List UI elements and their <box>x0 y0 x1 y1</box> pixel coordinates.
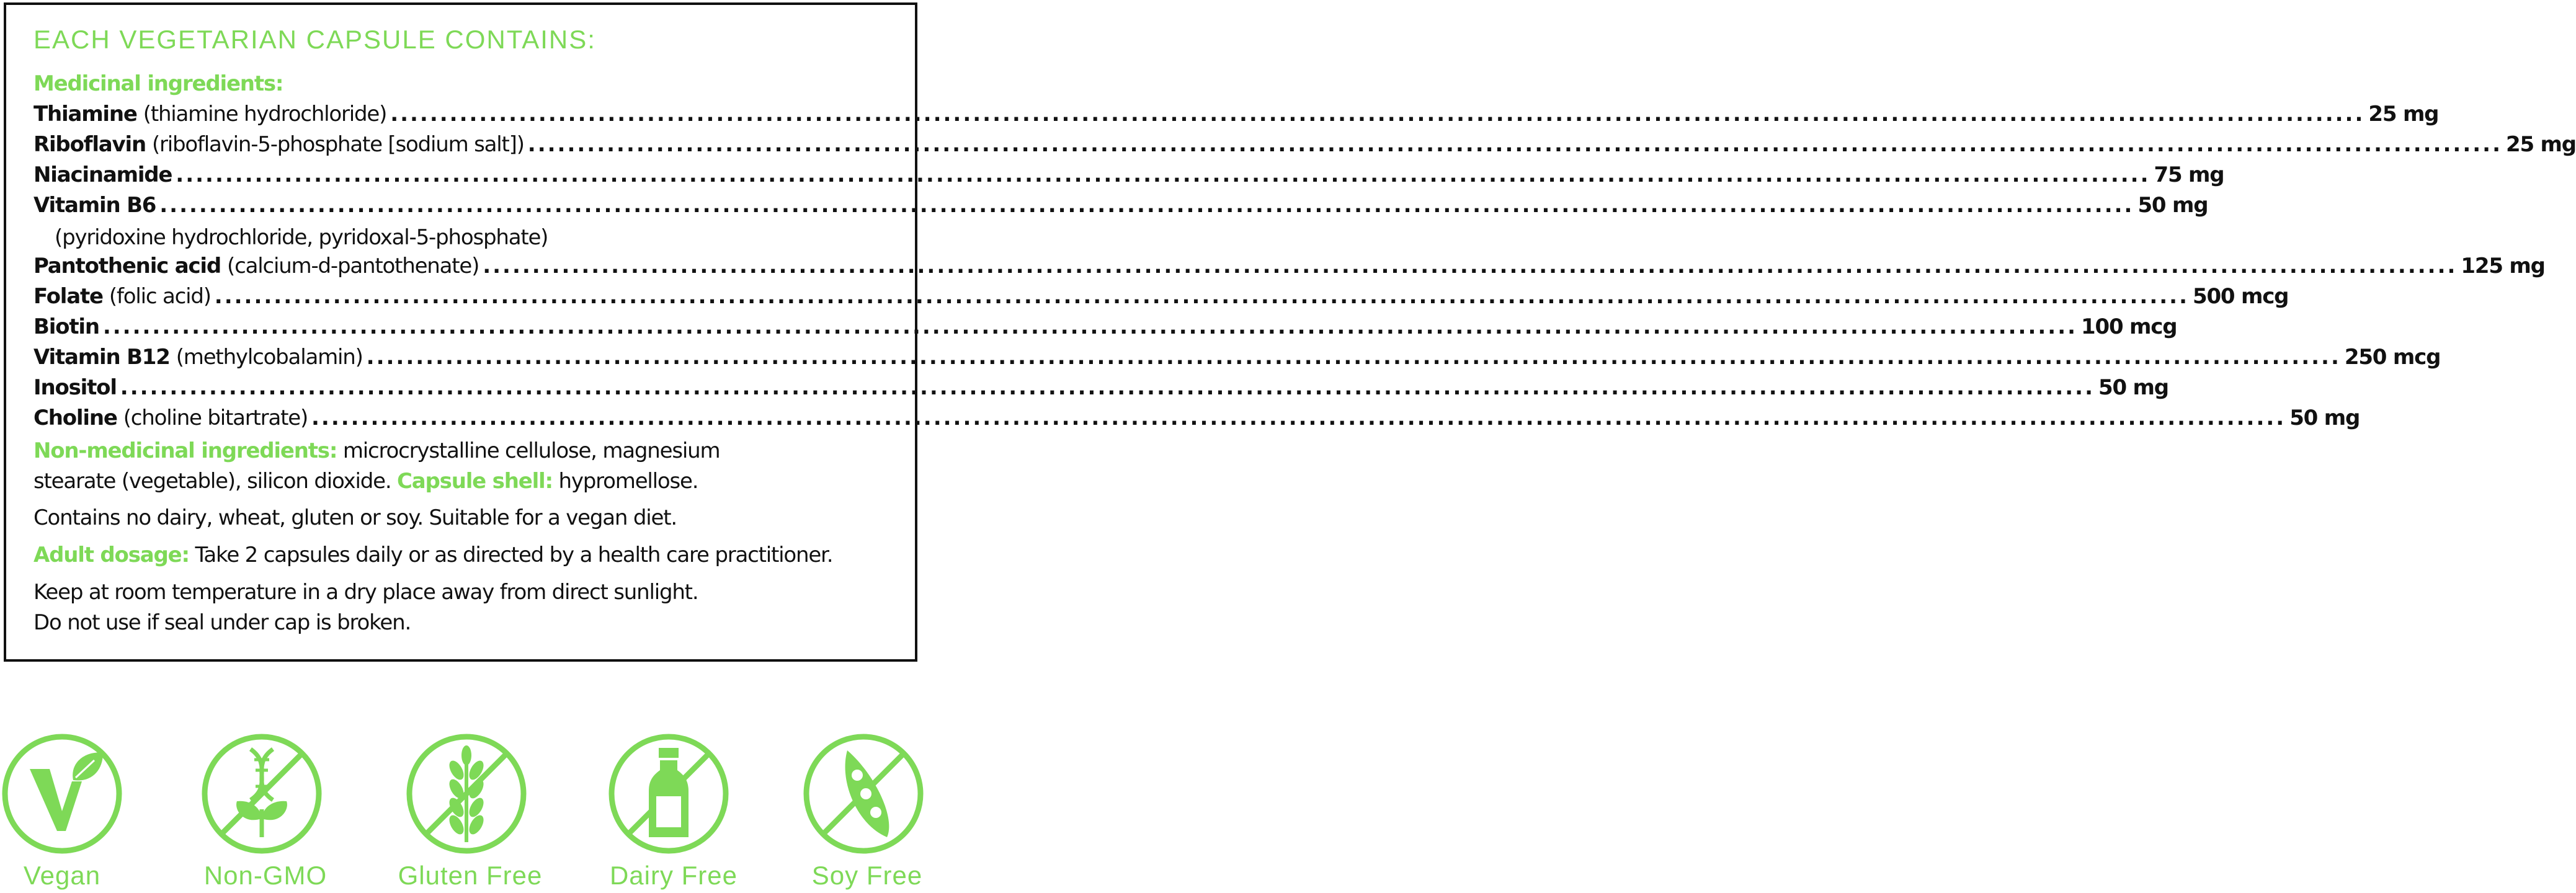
ingredient-amount: 125 mg <box>2461 254 2545 278</box>
capsule-shell-text: hypromellose. <box>558 469 698 494</box>
ingredient-source: (thiamine hydrochloride) <box>143 102 387 127</box>
ingredient-amount: 75 mg <box>2154 162 2224 187</box>
storage-paragraph <box>33 577 896 638</box>
ingredient-amount: 25 mg <box>2368 102 2439 127</box>
milk-bottle-prohibited-icon <box>607 732 731 856</box>
medicinal-ingredients-heading: Medicinal ingredients: <box>33 71 283 96</box>
leader-dots: ........................................................................................................................................................................................................ <box>483 254 2458 278</box>
leader-dots: ........................................................................................................................................................................................................ <box>527 132 2502 157</box>
non-medicinal-paragraph <box>33 436 896 497</box>
badge-label-non-gmo: Non-GMO <box>203 861 328 890</box>
badge-label-soy-free: Soy Free <box>811 861 923 890</box>
ingredient-amount: 500 mcg <box>2192 284 2289 309</box>
non-medicinal-text: microcrystalline cellulose, magnesium <box>342 438 720 463</box>
leader-dots: ........................................................................................................................................................................................................ <box>120 375 2095 400</box>
ingredient-name: Vitamin B12 <box>33 345 170 370</box>
ingredient-row-niacinamide <box>33 162 2224 193</box>
badge-label-vegan: Vegan <box>23 861 101 890</box>
ingredient-name: Choline <box>33 406 117 430</box>
ingredient-row-riboflavin <box>33 132 2576 162</box>
leader-dots: ........................................................................................................................................................................................................ <box>311 406 2286 430</box>
ingredient-source: (methylcobalamin) <box>176 345 363 370</box>
ingredient-source: (folic acid) <box>109 284 211 309</box>
ingredient-name: Thiamine <box>33 102 137 127</box>
ingredient-row-pantothenic-acid <box>33 254 2545 284</box>
ingredient-name: Biotin <box>33 314 99 339</box>
allergen-statement: Contains no dairy, wheat, gluten or soy. Suitable for a vegan diet. <box>33 505 677 530</box>
dna-plant-prohibited-icon <box>200 732 324 856</box>
ingredient-name: Pantothenic acid <box>33 254 221 278</box>
ingredient-amount: 25 mg <box>2505 132 2576 157</box>
ingredient-row-thiamine <box>33 102 2439 132</box>
ingredient-row-folate <box>33 284 2289 314</box>
ingredient-name: Folate <box>33 284 103 309</box>
leader-dots: ........................................................................................................................................................................................................ <box>214 284 2189 309</box>
ingredient-name: Inositol <box>33 375 117 400</box>
ingredient-row-inositol <box>33 375 2168 406</box>
ingredient-amount: 250 mcg <box>2344 345 2441 370</box>
leader-dots: ........................................................................................................................................................................................................ <box>102 314 2078 339</box>
dosage-paragraph <box>33 540 896 571</box>
badge-label-dairy-free: Dairy Free <box>609 861 738 890</box>
ingredient-row-choline <box>33 406 2360 436</box>
ingredient-amount: 50 mg <box>2098 375 2168 400</box>
storage-line-1: Keep at room temperature in a dry place away from direct sunlight. <box>33 580 698 605</box>
vegan-v-leaf-icon <box>0 732 124 856</box>
non-medicinal-heading: Non-medicinal ingredients: <box>33 438 337 463</box>
soy-pod-prohibited-icon <box>801 732 925 856</box>
leader-dots: ........................................................................................................................................................................................................ <box>390 102 2365 127</box>
non-medicinal-text-cont: stearate (vegetable), silicon dioxide. <box>33 469 391 494</box>
ingredient-source: (calcium-d-pantothenate) <box>227 254 479 278</box>
ingredient-row-biotin <box>33 314 2177 345</box>
dosage-heading: Adult dosage: <box>33 543 189 567</box>
ingredient-source: (riboflavin-5-phosphate [sodium salt]) <box>151 132 524 157</box>
badge-label-gluten-free: Gluten Free <box>398 861 543 890</box>
ingredient-name: Riboflavin <box>33 132 146 157</box>
leader-dots: ........................................................................................................................................................................................................ <box>366 345 2341 370</box>
ingredient-row-vitamin-b6 <box>33 193 2208 223</box>
ingredient-row-vitamin-b12 <box>33 345 2441 375</box>
ingredient-amount: 50 mg <box>2137 193 2208 218</box>
ingredient-name: Niacinamide <box>33 162 172 187</box>
vitamin-b6-source: (pyridoxine hydrochloride, pyridoxal-5-phosphate) <box>55 225 548 250</box>
label-heading: EACH VEGETARIAN CAPSULE CONTAINS: <box>33 25 596 54</box>
capsule-shell-heading: Capsule shell: <box>397 469 553 494</box>
ingredient-amount: 100 mcg <box>2081 314 2177 339</box>
storage-line-2: Do not use if seal under cap is broken. <box>33 610 411 635</box>
wheat-prohibited-icon <box>404 732 528 856</box>
leader-dots: ........................................................................................................................................................................................................ <box>159 193 2134 218</box>
ingredient-amount: 50 mg <box>2289 406 2360 430</box>
dosage-text: Take 2 capsules daily or as directed by a health care practitioner. <box>195 543 833 567</box>
ingredient-source: (choline bitartrate) <box>123 406 308 430</box>
leader-dots: ........................................................................................................................................................................................................ <box>176 162 2150 187</box>
ingredient-name: Vitamin B6 <box>33 193 156 218</box>
